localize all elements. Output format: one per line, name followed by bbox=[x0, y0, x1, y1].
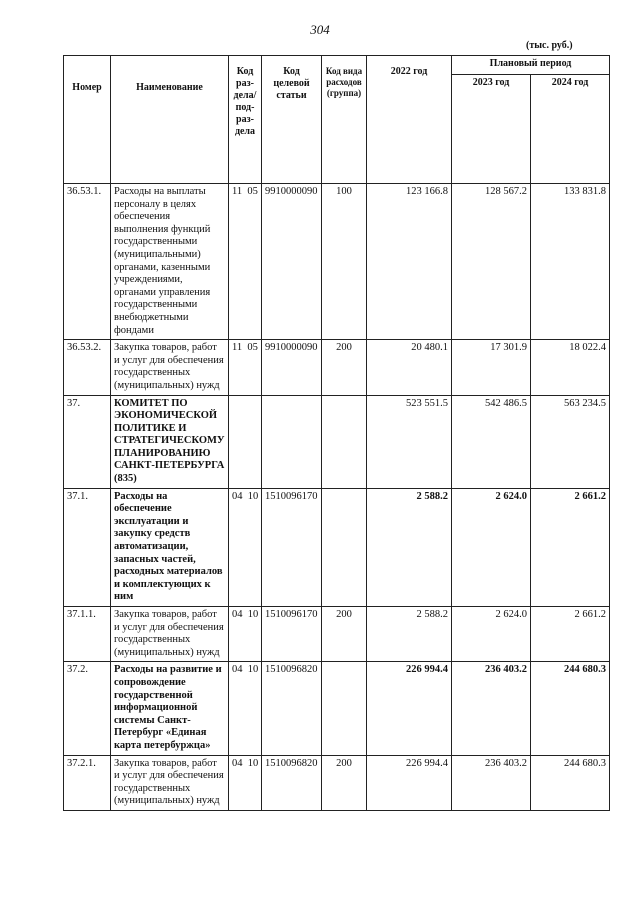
header-expense-type: Код вида расходов (группа) bbox=[322, 56, 367, 184]
row-number: 36.53.2. bbox=[64, 340, 111, 395]
row-name: Закупка товаров, работ и услуг для обеспечения государственных (муниципальных) нужд bbox=[111, 607, 229, 662]
page-number: 304 bbox=[310, 22, 330, 37]
row-2024: 563 234.5 bbox=[531, 395, 610, 488]
row-2022: 226 994.4 bbox=[367, 755, 452, 810]
header-2022: 2022 год bbox=[367, 56, 452, 184]
row-2023: 236 403.2 bbox=[452, 662, 531, 755]
units-label: (тыс. руб.) bbox=[526, 40, 573, 51]
row-2024: 244 680.3 bbox=[531, 662, 610, 755]
row-2022: 226 994.4 bbox=[367, 662, 452, 755]
row-section: 11 05 bbox=[229, 340, 262, 395]
row-2024: 244 680.3 bbox=[531, 755, 610, 810]
row-target: 1510096170 bbox=[262, 607, 322, 662]
row-expense-type: 200 bbox=[322, 607, 367, 662]
table-row bbox=[64, 488, 610, 606]
table-row bbox=[64, 755, 610, 810]
row-section: 04 10 bbox=[229, 607, 262, 662]
row-2023: 2 624.0 bbox=[452, 488, 531, 606]
table-row bbox=[64, 395, 610, 488]
header-planned-period: Плановый период bbox=[452, 56, 610, 75]
row-section bbox=[229, 395, 262, 488]
row-section: 04 10 bbox=[229, 662, 262, 755]
row-number: 37.1. bbox=[64, 488, 111, 606]
row-expense-type bbox=[322, 488, 367, 606]
row-2024: 2 661.2 bbox=[531, 607, 610, 662]
row-2022: 2 588.2 bbox=[367, 607, 452, 662]
table-row bbox=[64, 607, 610, 662]
row-section: 04 10 bbox=[229, 755, 262, 810]
row-section: 11 05 bbox=[229, 184, 262, 340]
row-target: 1510096820 bbox=[262, 662, 322, 755]
row-name: Расходы на выплаты персоналу в целях обеспечения выполнения функций государственными (муниципальными) органами, казенными учреждениями, органами управления государственными внебюджетными фондами bbox=[111, 184, 229, 340]
row-target: 1510096170 bbox=[262, 488, 322, 606]
row-number: 37.1.1. bbox=[64, 607, 111, 662]
row-2024: 2 661.2 bbox=[531, 488, 610, 606]
row-target: 9910000090 bbox=[262, 340, 322, 395]
row-expense-type: 100 bbox=[322, 184, 367, 340]
row-name: Закупка товаров, работ и услуг для обеспечения государственных (муниципальных) нужд bbox=[111, 340, 229, 395]
row-2023: 542 486.5 bbox=[452, 395, 531, 488]
row-expense-type: 200 bbox=[322, 755, 367, 810]
row-target: 9910000090 bbox=[262, 184, 322, 340]
table-row bbox=[64, 662, 610, 755]
row-expense-type: 200 bbox=[322, 340, 367, 395]
row-number: 37.2.1. bbox=[64, 755, 111, 810]
table-row bbox=[64, 340, 610, 395]
header-2023: 2023 год bbox=[452, 75, 531, 184]
row-2024: 18 022.4 bbox=[531, 340, 610, 395]
row-2022: 523 551.5 bbox=[367, 395, 452, 488]
row-2022: 20 480.1 bbox=[367, 340, 452, 395]
row-target bbox=[262, 395, 322, 488]
row-2023: 128 567.2 bbox=[452, 184, 531, 340]
row-2023: 236 403.2 bbox=[452, 755, 531, 810]
header-section: Код раз-дела/ под-раз-дела bbox=[229, 56, 262, 184]
row-expense-type bbox=[322, 395, 367, 488]
header-row-top bbox=[64, 56, 610, 75]
row-name: КОМИТЕТ ПО ЭКОНОМИЧЕСКОЙ ПОЛИТИКЕ И СТРАТЕГИЧЕСКОМУ ПЛАНИРОВАНИЮ САНКТ-ПЕТЕРБУРГА (835) bbox=[111, 395, 229, 488]
header-target: Код целевой статьи bbox=[262, 56, 322, 184]
row-name: Расходы на обеспечение эксплуатации и закупку средств автоматизации, запасных частей, расходных материалов и комплектующих к ним bbox=[111, 488, 229, 606]
row-2022: 2 588.2 bbox=[367, 488, 452, 606]
row-2023: 2 624.0 bbox=[452, 607, 531, 662]
table-row bbox=[64, 184, 610, 340]
row-number: 36.53.1. bbox=[64, 184, 111, 340]
row-2022: 123 166.8 bbox=[367, 184, 452, 340]
row-number: 37.2. bbox=[64, 662, 111, 755]
row-target: 1510096820 bbox=[262, 755, 322, 810]
row-2023: 17 301.9 bbox=[452, 340, 531, 395]
header-name: Наименование bbox=[111, 56, 229, 184]
row-2024: 133 831.8 bbox=[531, 184, 610, 340]
row-number: 37. bbox=[64, 395, 111, 488]
header-number: Номер bbox=[64, 56, 111, 184]
row-name: Расходы на развитие и сопровождение государственной информационной системы Санкт-Петербург «Единая карта петербуржца» bbox=[111, 662, 229, 755]
row-expense-type bbox=[322, 662, 367, 755]
row-section: 04 10 bbox=[229, 488, 262, 606]
header-2024: 2024 год bbox=[531, 75, 610, 184]
budget-table bbox=[63, 55, 610, 811]
row-name: Закупка товаров, работ и услуг для обеспечения государственных (муниципальных) нужд bbox=[111, 755, 229, 810]
